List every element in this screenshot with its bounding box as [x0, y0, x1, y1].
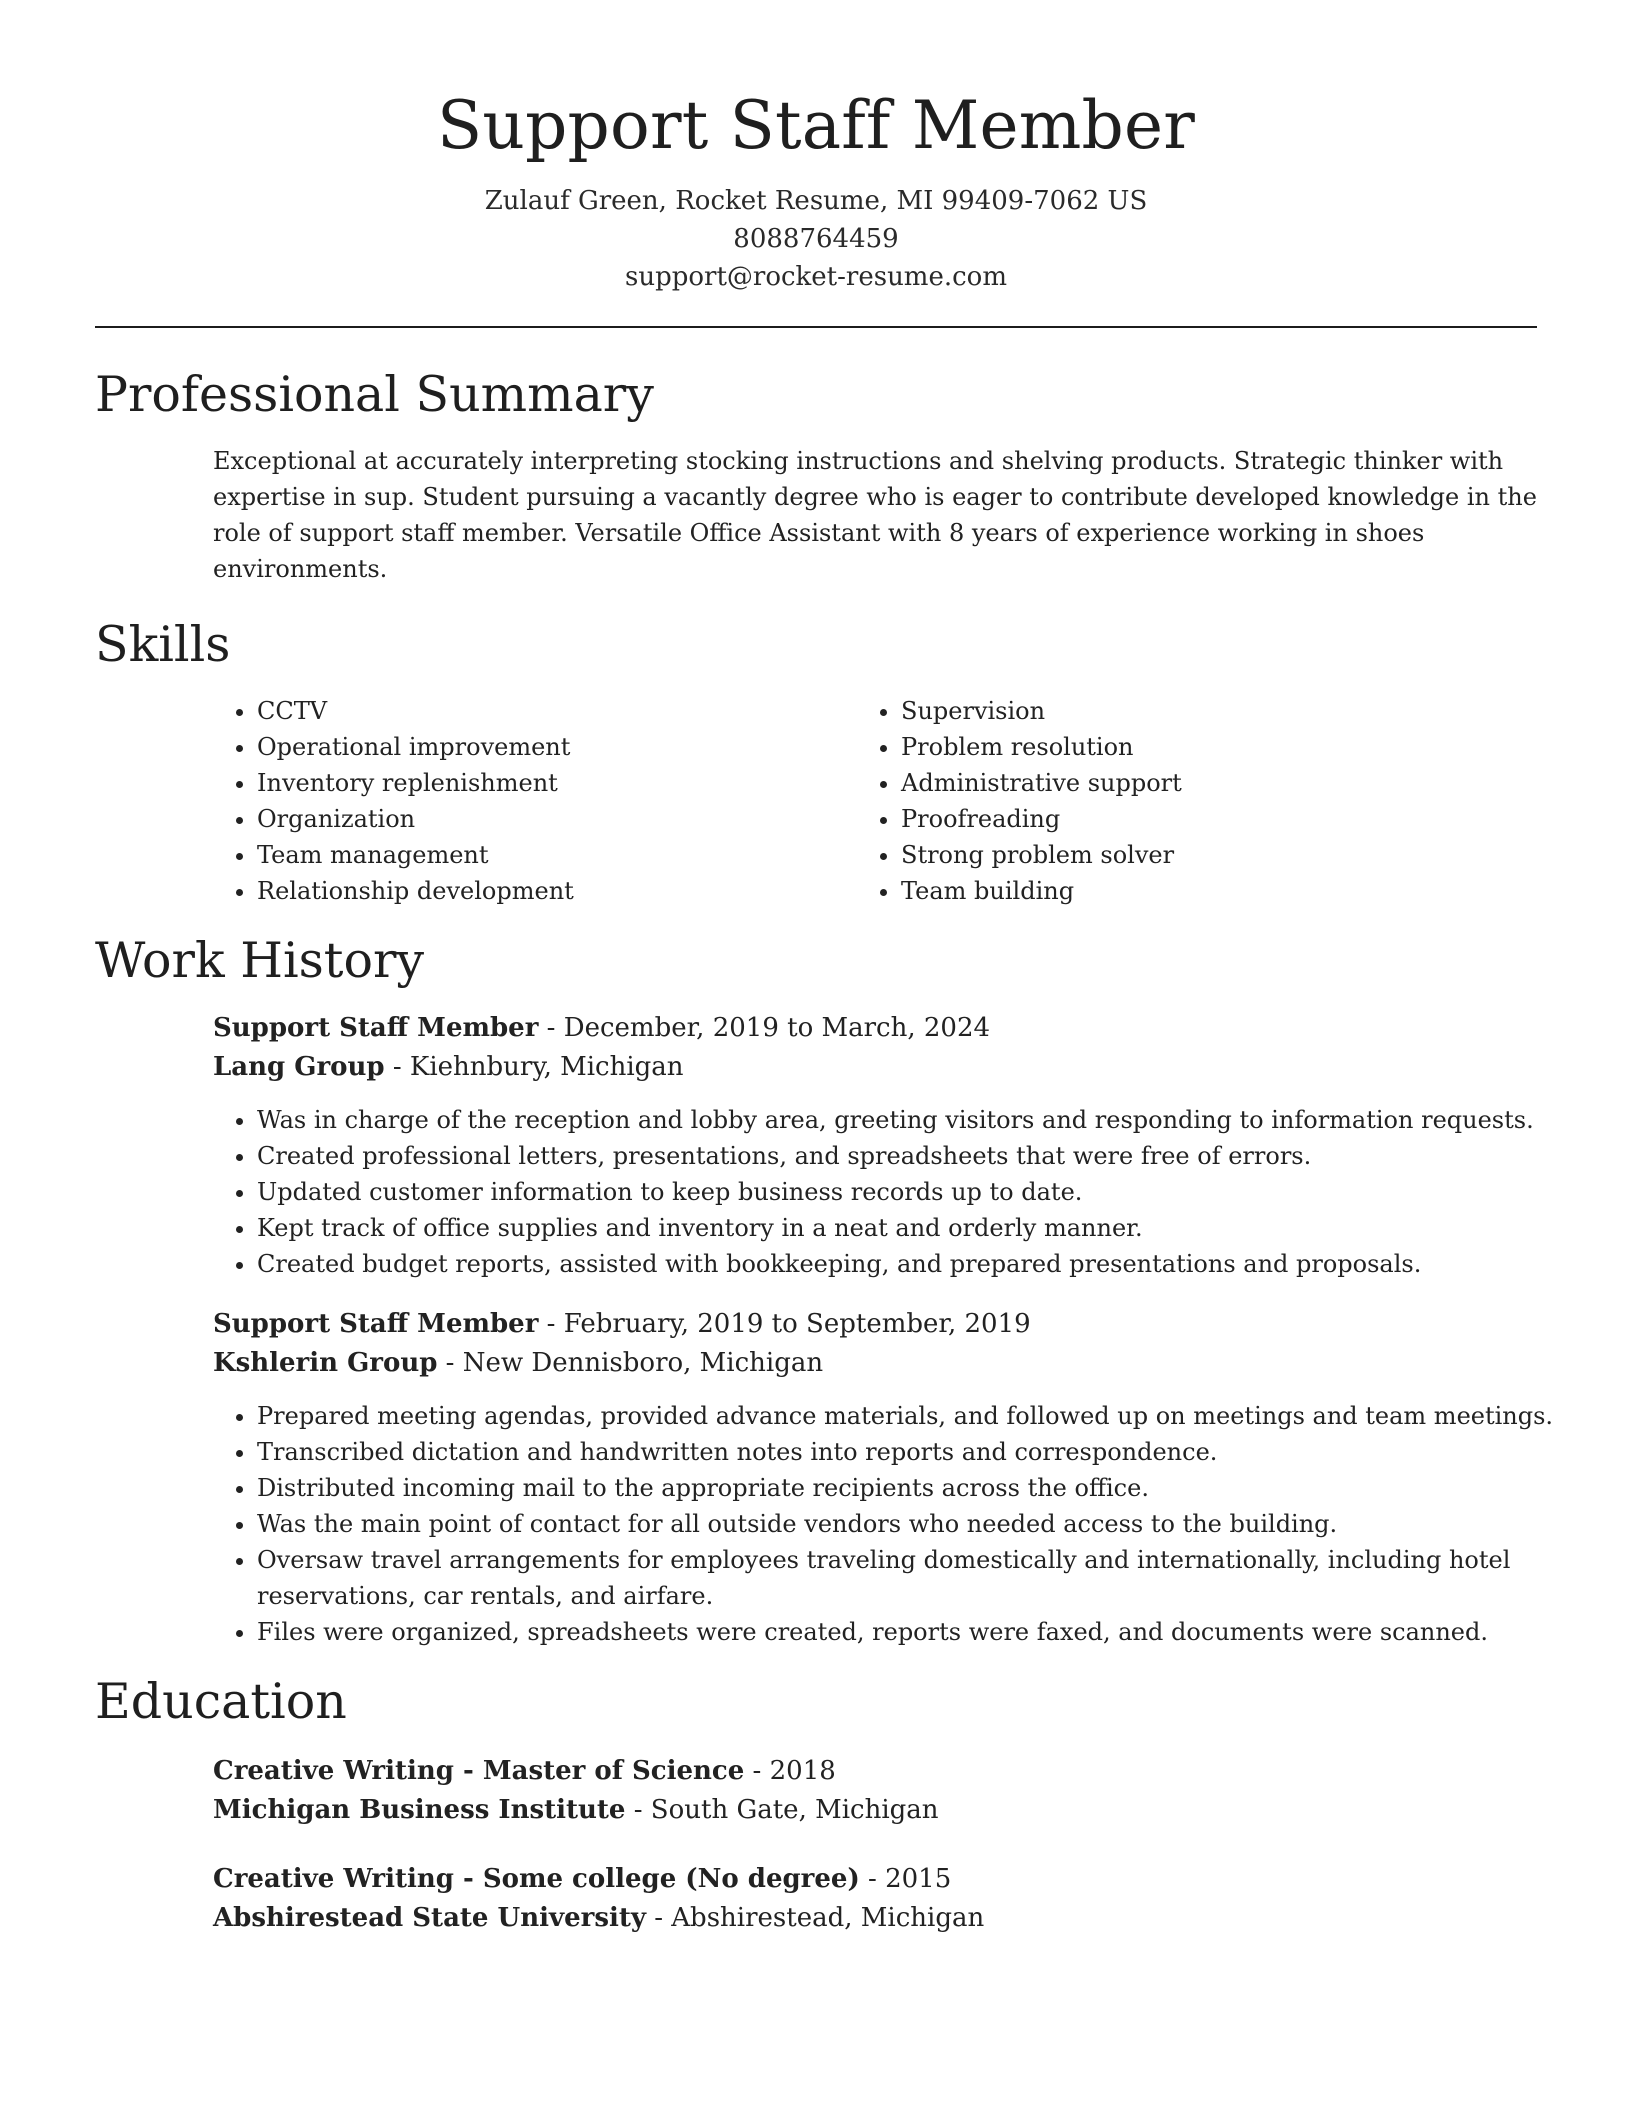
education-entry [213, 1860, 1537, 1938]
duty-item: • Was in charge of the reception and lobby area, greeting visitors and responding to information requests. [257, 1102, 1557, 1138]
education-section [95, 1672, 1537, 1938]
contact-phone: 8088764459 [733, 224, 899, 254]
duty-item: • Transcribed dictation and handwritten notes into reports and correspondence. [257, 1434, 1557, 1470]
skill-item: • Relationship development [257, 873, 857, 909]
education-heading: Education [95, 1673, 347, 1730]
duty-item: • Distributed incoming mail to the appropriate recipients across the office. [257, 1470, 1557, 1506]
duty-item: • Kept track of office supplies and inventory in a neat and orderly manner. [257, 1210, 1557, 1246]
school-line [213, 1791, 1537, 1830]
skill-item: • Inventory replenishment [257, 765, 857, 801]
header-divider [95, 326, 1537, 328]
skills-list [213, 693, 1537, 909]
job-company: Lang Group [213, 1052, 385, 1082]
skill-item: • Team building [901, 873, 1182, 909]
skill-item: • Supervision [901, 693, 1182, 729]
job-company-line [213, 1344, 1537, 1383]
duty-item: • Created professional letters, presentations, and spreadsheets that were free of errors. [257, 1138, 1557, 1174]
skill-item: • Administrative support [901, 765, 1182, 801]
degree-field: Creative Writing - Some college (No degree) [213, 1864, 860, 1894]
job-title-line [213, 1305, 1537, 1344]
summary-text: Exceptional at accurately interpreting stocking instructions and shelving products. Strategic thinker with expertise in sup. Student pursuing a vacantly degree who is eager to contribute developed knowledge in the role of support staff member. Versatile Office Assistant with 8 years of experience working in shoes environments. [213, 447, 1537, 583]
job-company: Kshlerin Group [213, 1348, 438, 1378]
degree-field: Creative Writing - Master of Science [213, 1756, 745, 1786]
skills-column-left [213, 693, 857, 909]
work-history-heading: Work History [95, 932, 425, 989]
skill-item: • Strong problem solver [901, 837, 1182, 873]
work-history-section [95, 931, 1554, 1650]
skill-item: • Problem resolution [901, 729, 1182, 765]
contact-address: Zulauf Green, Rocket Resume, MI 99409-7062 US [484, 186, 1148, 216]
school-location: - Abshirestead, Michigan [645, 1903, 985, 1933]
degree-line [213, 1752, 1537, 1791]
job-position: Support Staff Member [213, 1013, 539, 1043]
school-name: Abshirestead State University [213, 1903, 646, 1933]
degree-year: - 2015 [859, 1864, 952, 1894]
skill-item: • Organization [257, 801, 857, 837]
duty-item: • Was the main point of contact for all outside vendors who needed access to the building. [257, 1506, 1557, 1542]
duty-item: • Updated customer information to keep business records up to date. [257, 1174, 1557, 1210]
duty-item: • Created budget reports, assisted with bookkeeping, and prepared presentations and proposals. [257, 1246, 1557, 1282]
contact-email: support@rocket-resume.com [624, 262, 1007, 292]
job-title-line [213, 1009, 1537, 1048]
job-duties [213, 1398, 1557, 1650]
candidate-name: Support Staff Member [436, 87, 1195, 164]
skill-item: • CCTV [257, 693, 857, 729]
job-duties [213, 1102, 1557, 1282]
job-location: - New Dennisboro, Michigan [437, 1348, 824, 1378]
job-location: - Kiehnbury, Michigan [384, 1052, 684, 1082]
skill-item: • Operational improvement [257, 729, 857, 765]
education-entry [213, 1752, 1537, 1830]
school-line [213, 1899, 1537, 1938]
degree-year: - 2018 [744, 1756, 836, 1786]
skills-column-right [857, 693, 1182, 909]
job-entry [213, 1009, 1537, 1282]
degree-line [213, 1860, 1537, 1899]
job-position: Support Staff Member [213, 1309, 539, 1339]
school-location: - South Gate, Michigan [625, 1795, 939, 1825]
resume-header [95, 0, 1537, 296]
job-entry [213, 1305, 1554, 1650]
summary-section [95, 365, 1537, 587]
duty-item: • Prepared meeting agendas, provided advance materials, and followed up on meetings and team meetings. [257, 1398, 1557, 1434]
job-dates: - December, 2019 to March, 2024 [538, 1013, 991, 1043]
duty-item: • Files were organized, spreadsheets were created, reports were faxed, and documents were scanned. [257, 1614, 1557, 1650]
skill-item: • Proofreading [901, 801, 1182, 837]
summary-heading: Professional Summary [95, 366, 654, 423]
skills-section [95, 615, 1537, 909]
skill-item: • Team management [257, 837, 857, 873]
contact-info [95, 182, 1537, 296]
duty-item: • Oversaw travel arrangements for employees traveling domestically and internationally, including hotel reservations, car rentals, and airfare. [257, 1542, 1557, 1614]
job-dates: - February, 2019 to September, 2019 [538, 1309, 1031, 1339]
job-company-line [213, 1048, 1537, 1087]
school-name: Michigan Business Institute [213, 1795, 626, 1825]
skills-heading: Skills [95, 616, 231, 673]
